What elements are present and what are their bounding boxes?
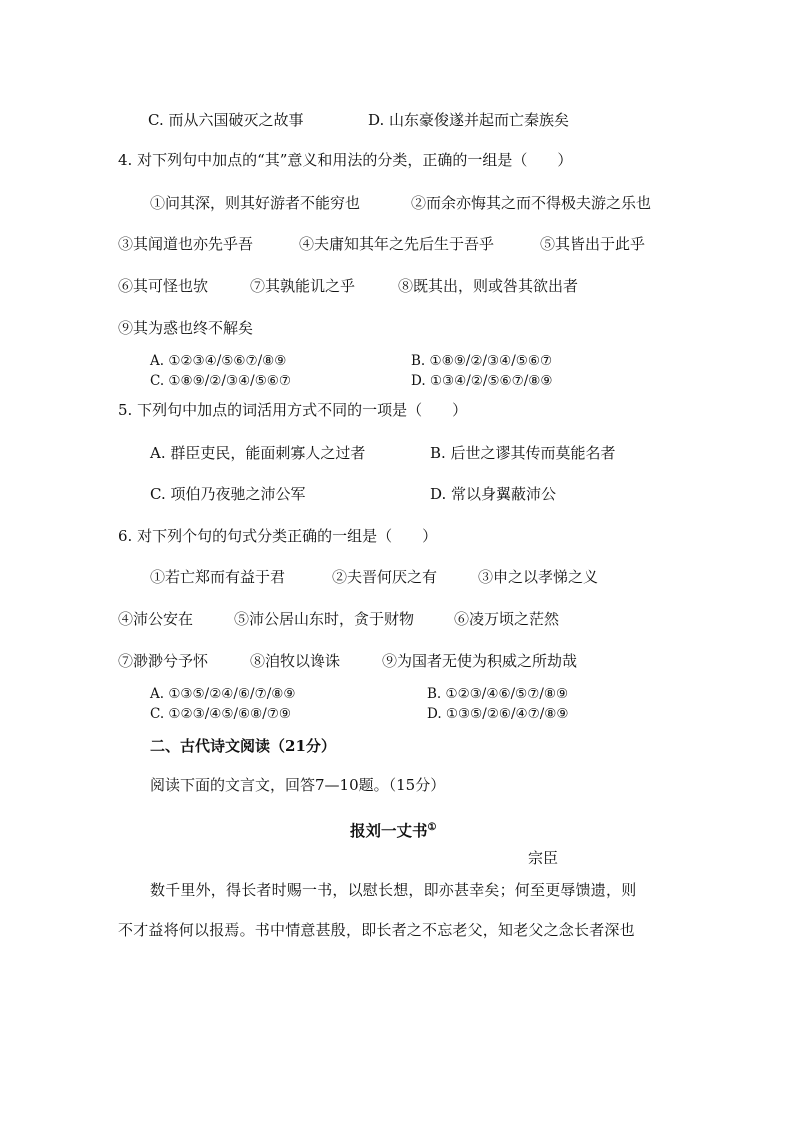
q5-option-b: B. 后世之谬其传而莫能名者: [430, 444, 616, 462]
q6-item-5: ⑤沛公居山东时，贪于财物: [234, 610, 415, 628]
q5-option-c: C. 项伯乃夜驰之沛公军: [150, 485, 306, 503]
q6-stem: 6. 对下列个句的句式分类正确的一组是（ ）: [118, 527, 438, 545]
q4-option-b: B. ①⑧⑨/②/③④/⑤⑥⑦: [411, 353, 553, 369]
q4-option-c: C. ①⑧⑨/②/③④/⑤⑥⑦: [150, 373, 291, 389]
reading-instruction: 阅读下面的文言文，回答7—10题。（15分）: [150, 776, 446, 794]
q4-item-3: ③其闻道也亦先乎吾: [118, 235, 254, 253]
q3-option-d: D. 山东豪俊遂并起而亡秦族矣: [368, 111, 570, 129]
section-heading: 二、古代诗文阅读（21分）: [150, 737, 336, 755]
q6-option-d: D. ①③⑤/②⑥/④⑦/⑧⑨: [427, 706, 569, 722]
q6-option-c: C. ①②③/④⑤/⑥⑧/⑦⑨: [150, 706, 291, 722]
q6-item-9: ⑨为国者无使为积威之所劫哉: [382, 652, 578, 670]
q6-item-6: ⑥凌万顷之茫然: [454, 610, 560, 628]
q6-item-2: ②夫晋何厌之有: [332, 568, 438, 586]
q6-item-1: ①若亡郑而有益于君: [150, 568, 286, 586]
q4-option-d: D. ①③④/②/⑤⑥⑦/⑧⑨: [411, 373, 553, 389]
q4-item-5: ⑤其皆出于此乎: [540, 235, 646, 253]
article-title-text: 报刘一丈书: [350, 821, 428, 841]
q6-item-3: ③申之以孝悌之义: [478, 568, 599, 586]
q4-item-7: ⑦其孰能讥之乎: [250, 277, 356, 295]
q3-option-c: C. 而从六国破灭之故事: [148, 111, 304, 129]
q4-item-2: ②而余亦悔其之而不得极夫游之乐也: [411, 194, 652, 212]
q5-option-a: A. 群臣吏民，能面刺寡人之过者: [150, 444, 366, 462]
q6-item-8: ⑧洎牧以谗诛: [250, 652, 341, 670]
q4-stem: 4. 对下列句中加点的“其”意义和用法的分类，正确的一组是（ ）: [118, 151, 573, 169]
q6-item-7: ⑦渺渺兮予怀: [118, 652, 209, 670]
q5-option-d: D. 常以身翼蔽沛公: [430, 485, 557, 503]
article-title: [350, 818, 436, 841]
article-paragraph-line-1: 数千里外，得长者时赐一书，以慰长想，即亦甚幸矣；何至更辱馈遗，则: [150, 881, 637, 899]
q4-item-8: ⑧既其出，则或咎其欲出者: [398, 277, 579, 295]
q4-item-4: ④夫庸知其年之先后生于吾乎: [299, 235, 495, 253]
article-author: 宗臣: [528, 849, 559, 867]
footnote-marker: ①: [427, 822, 437, 833]
q4-item-1: ①问其深，则其好游者不能穷也: [150, 194, 361, 212]
q6-item-4: ④沛公安在: [118, 610, 194, 628]
q4-item-6: ⑥其可怪也欤: [118, 277, 209, 295]
q6-option-a: A. ①③⑤/②④/⑥/⑦/⑧⑨: [150, 686, 296, 702]
q6-option-b: B. ①②③/④⑥/⑤⑦/⑧⑨: [427, 686, 569, 702]
q4-option-a: A. ①②③④/⑤⑥⑦/⑧⑨: [150, 353, 287, 369]
article-paragraph-line-2: 不才益将何以报焉。书中情意甚殷，即长者之不忘老父，知老父之念长者深也: [118, 921, 635, 939]
q5-stem: 5. 下列句中加点的词活用方式不同的一项是（ ）: [118, 401, 468, 419]
q4-item-9: ⑨其为惑也终不解矣: [118, 319, 254, 337]
